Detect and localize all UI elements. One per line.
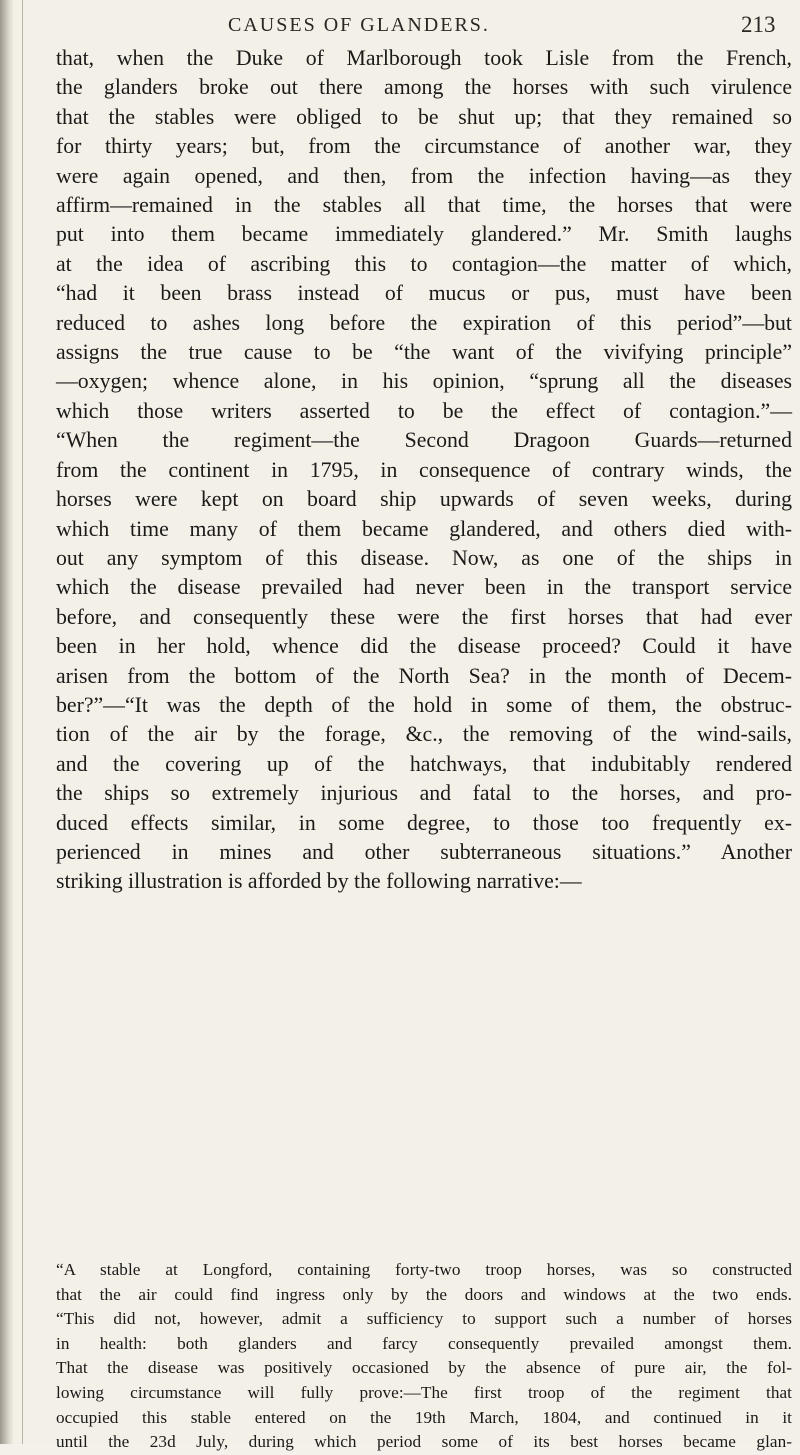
body-line: the glanders broke out there among the horses with such virulence bbox=[56, 75, 792, 100]
body-line: reduced to ashes long before the expiration of this period”—but bbox=[56, 310, 792, 335]
body-line: the ships so extremely injurious and fatal to the horses, and pro- bbox=[56, 781, 792, 806]
page-number: 213 bbox=[741, 12, 776, 37]
body-line: assigns the true cause to be “the want of the vivifying principle” bbox=[56, 340, 792, 365]
body-paragraph bbox=[56, 44, 792, 897]
body-line: perienced in mines and other subterraneous situations.” Another bbox=[56, 839, 792, 864]
body-line: which those writers asserted to be the effect of contagion.”— bbox=[56, 398, 792, 423]
body-line: tion of the air by the forage, &c., the removing of the wind-sails, bbox=[56, 722, 792, 747]
running-head: CAUSES OF GLANDERS. bbox=[228, 14, 490, 36]
body-line: for thirty years; but, from the circumstance of another war, they bbox=[56, 134, 792, 159]
body-line: horses were kept on board ship upwards of seven weeks, during bbox=[56, 487, 792, 512]
body-line: that, when the Duke of Marlborough took Lisle from the French, bbox=[56, 46, 792, 70]
body-line: that the stables were obliged to be shut up; that they remained so bbox=[56, 104, 792, 129]
body-line: at the idea of ascribing this to contagion—the matter of which, bbox=[56, 251, 792, 276]
body-line: and the covering up of the hatchways, that indubitably rendered bbox=[56, 751, 792, 776]
quote-line: in health: both glanders and farcy consequently prevailed amongst them. bbox=[56, 1333, 792, 1353]
body-line: —oxygen; whence alone, in his opinion, “sprung all the diseases bbox=[56, 369, 792, 394]
page-header bbox=[0, 10, 800, 44]
body-line: affirm—remained in the stables all that time, the horses that were bbox=[56, 193, 792, 218]
body-line: “had it been brass instead of mucus or pus, must have been bbox=[56, 281, 792, 306]
body-line: before, and consequently these were the first horses that had ever bbox=[56, 604, 792, 629]
body-line: arisen from the bottom of the North Sea? in the month of Decem- bbox=[56, 663, 792, 688]
quote-line: “A stable at Longford, containing forty-two troop horses, was so constructed bbox=[56, 1260, 792, 1279]
quote-line: that the air could find ingress only by the doors and windows at the two ends. bbox=[56, 1284, 792, 1304]
body-line: ber?”—“It was the depth of the hold in some of them, the obstruc- bbox=[56, 692, 792, 717]
body-line: which the disease prevailed had never been in the transport service bbox=[56, 575, 792, 600]
body-line: were again opened, and then, from the infection having—as they bbox=[56, 163, 792, 188]
body-line: from the continent in 1795, in consequence of contrary winds, the bbox=[56, 457, 792, 482]
quote-line: lowing circumstance will fully prove:—The first troop of the regiment that bbox=[56, 1382, 792, 1402]
quote-line: That the disease was positively occasioned by the absence of pure air, the fol- bbox=[56, 1358, 792, 1378]
block-quote bbox=[56, 1258, 792, 1455]
quote-line: occupied this stable entered on the 19th March, 1804, and continued in it bbox=[56, 1407, 792, 1427]
gutter-line bbox=[22, 0, 23, 1444]
book-spine-shadow bbox=[0, 0, 14, 1444]
body-line: which time many of them became glandered, and others died with- bbox=[56, 516, 792, 541]
body-line: put into them became immediately glandered.” Mr. Smith laughs bbox=[56, 222, 792, 247]
body-line: “When the regiment—the Second Dragoon Guards—returned bbox=[56, 428, 792, 453]
body-line: duced effects similar, in some degree, to those too frequently ex- bbox=[56, 810, 792, 835]
body-line: been in her hold, whence did the disease proceed? Could it have bbox=[56, 634, 792, 659]
body-line: striking illustration is afforded by the following narrative:— bbox=[56, 869, 582, 894]
quote-line: “This did not, however, admit a sufficiency to support such a number of horses bbox=[56, 1309, 792, 1329]
quote-line: until the 23d July, during which period some of its best horses became glan- bbox=[56, 1432, 792, 1452]
body-line: out any symptom of this disease. Now, as one of the ships in bbox=[56, 545, 792, 570]
